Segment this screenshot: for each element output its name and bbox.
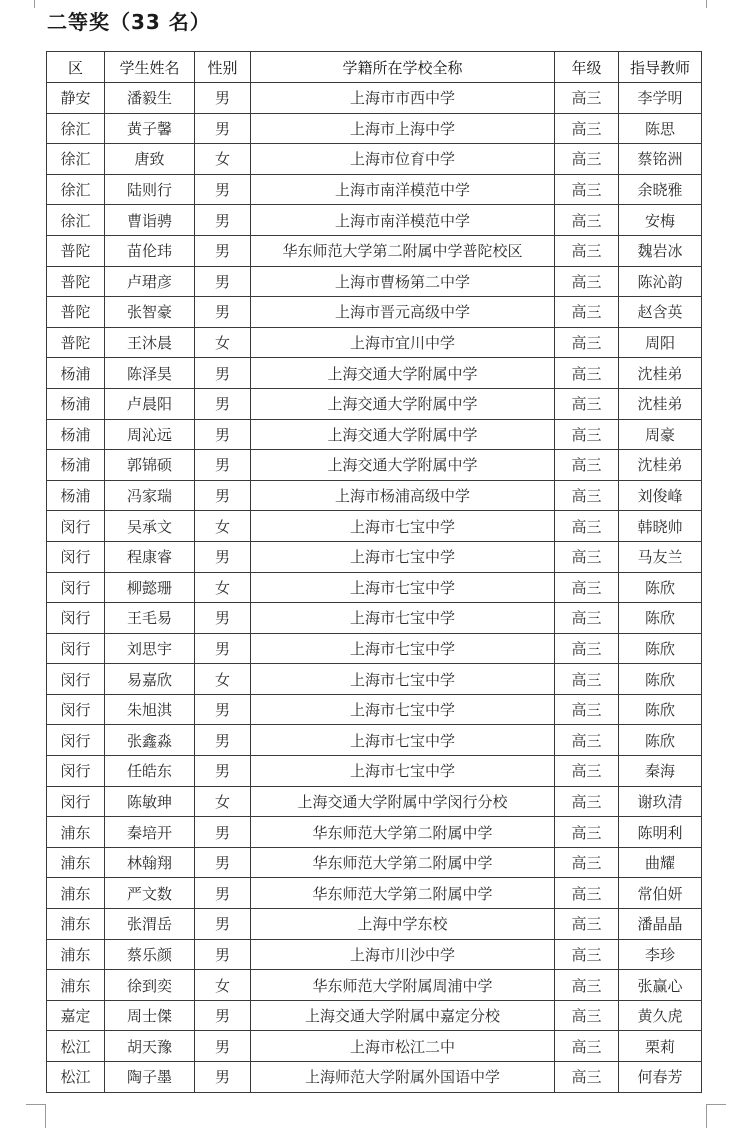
cell-grade: 高三 bbox=[555, 603, 619, 634]
cell-district: 普陀 bbox=[47, 297, 105, 328]
cell-teacher: 谢玖清 bbox=[619, 786, 702, 817]
cell-gender: 男 bbox=[195, 939, 251, 970]
cell-grade: 高三 bbox=[555, 358, 619, 389]
cell-district: 杨浦 bbox=[47, 480, 105, 511]
cell-name: 郭锦硕 bbox=[105, 450, 195, 481]
cell-school: 上海市七宝中学 bbox=[251, 725, 555, 756]
header-gender: 性别 bbox=[195, 52, 251, 83]
cell-name: 程康睿 bbox=[105, 541, 195, 572]
table-row bbox=[47, 756, 702, 787]
cell-school: 上海市杨浦高级中学 bbox=[251, 480, 555, 511]
cell-school: 上海市七宝中学 bbox=[251, 664, 555, 695]
cell-name: 陈泽昊 bbox=[105, 358, 195, 389]
cell-teacher: 李学明 bbox=[619, 83, 702, 114]
table-row bbox=[47, 694, 702, 725]
header-name: 学生姓名 bbox=[105, 52, 195, 83]
cell-teacher: 张赢心 bbox=[619, 970, 702, 1001]
cell-school: 上海市曹杨第二中学 bbox=[251, 266, 555, 297]
cell-school: 上海市南洋模范中学 bbox=[251, 174, 555, 205]
cell-school: 上海市七宝中学 bbox=[251, 694, 555, 725]
cell-grade: 高三 bbox=[555, 266, 619, 297]
cell-district: 杨浦 bbox=[47, 388, 105, 419]
cell-name: 陆则行 bbox=[105, 174, 195, 205]
cell-name: 张智豪 bbox=[105, 297, 195, 328]
cell-school: 上海交通大学附属中学 bbox=[251, 450, 555, 481]
table-row bbox=[47, 266, 702, 297]
cell-name: 刘思宇 bbox=[105, 633, 195, 664]
cell-gender: 男 bbox=[195, 480, 251, 511]
cell-grade: 高三 bbox=[555, 541, 619, 572]
cell-school: 上海师范大学附属外国语中学 bbox=[251, 1062, 555, 1093]
cell-district: 徐汇 bbox=[47, 205, 105, 236]
cell-teacher: 陈欣 bbox=[619, 633, 702, 664]
cell-name: 陶子墨 bbox=[105, 1062, 195, 1093]
cell-district: 杨浦 bbox=[47, 358, 105, 389]
cell-district: 闵行 bbox=[47, 664, 105, 695]
cell-grade: 高三 bbox=[555, 480, 619, 511]
cell-grade: 高三 bbox=[555, 450, 619, 481]
cell-name: 胡天豫 bbox=[105, 1031, 195, 1062]
cell-district: 闵行 bbox=[47, 725, 105, 756]
cell-grade: 高三 bbox=[555, 939, 619, 970]
cell-teacher: 陈思 bbox=[619, 113, 702, 144]
cell-grade: 高三 bbox=[555, 786, 619, 817]
cell-teacher: 陈沁韵 bbox=[619, 266, 702, 297]
table-row bbox=[47, 450, 702, 481]
table-row bbox=[47, 358, 702, 389]
cell-grade: 高三 bbox=[555, 970, 619, 1001]
table-row bbox=[47, 878, 702, 909]
table-row bbox=[47, 633, 702, 664]
cell-gender: 男 bbox=[195, 909, 251, 940]
page-corner-mark bbox=[706, 1104, 707, 1128]
cell-name: 蔡乐颜 bbox=[105, 939, 195, 970]
cell-gender: 男 bbox=[195, 817, 251, 848]
cell-gender: 男 bbox=[195, 1000, 251, 1031]
cell-teacher: 何春芳 bbox=[619, 1062, 702, 1093]
cell-district: 闵行 bbox=[47, 603, 105, 634]
table-row bbox=[47, 113, 702, 144]
cell-gender: 男 bbox=[195, 1062, 251, 1093]
table-row bbox=[47, 909, 702, 940]
award-table bbox=[46, 51, 702, 1093]
cell-school: 上海交通大学附属中学 bbox=[251, 358, 555, 389]
cell-grade: 高三 bbox=[555, 235, 619, 266]
cell-district: 静安 bbox=[47, 83, 105, 114]
table-row bbox=[47, 725, 702, 756]
cell-school: 华东师范大学第二附属中学 bbox=[251, 817, 555, 848]
table-row bbox=[47, 1031, 702, 1062]
cell-name: 苗伦玮 bbox=[105, 235, 195, 266]
cell-teacher: 沈桂弟 bbox=[619, 388, 702, 419]
cell-name: 卢珺彦 bbox=[105, 266, 195, 297]
cell-grade: 高三 bbox=[555, 572, 619, 603]
cell-school: 上海市七宝中学 bbox=[251, 633, 555, 664]
cell-name: 秦培开 bbox=[105, 817, 195, 848]
cell-teacher: 沈桂弟 bbox=[619, 358, 702, 389]
cell-teacher: 沈桂弟 bbox=[619, 450, 702, 481]
cell-gender: 男 bbox=[195, 266, 251, 297]
table-row bbox=[47, 572, 702, 603]
cell-district: 普陀 bbox=[47, 266, 105, 297]
cell-teacher: 黄久虎 bbox=[619, 1000, 702, 1031]
cell-gender: 女 bbox=[195, 786, 251, 817]
cell-district: 浦东 bbox=[47, 817, 105, 848]
cell-grade: 高三 bbox=[555, 878, 619, 909]
cell-name: 潘毅生 bbox=[105, 83, 195, 114]
cell-grade: 高三 bbox=[555, 847, 619, 878]
cell-teacher: 马友兰 bbox=[619, 541, 702, 572]
cell-district: 松江 bbox=[47, 1031, 105, 1062]
cell-gender: 男 bbox=[195, 725, 251, 756]
cell-teacher: 栗莉 bbox=[619, 1031, 702, 1062]
cell-name: 冯家瑞 bbox=[105, 480, 195, 511]
cell-gender: 男 bbox=[195, 633, 251, 664]
cell-gender: 男 bbox=[195, 1031, 251, 1062]
header-grade: 年级 bbox=[555, 52, 619, 83]
cell-teacher: 陈明利 bbox=[619, 817, 702, 848]
cell-school: 上海交通大学附属中学 bbox=[251, 388, 555, 419]
page-corner-mark bbox=[706, 0, 721, 8]
cell-name: 周沁远 bbox=[105, 419, 195, 450]
cell-grade: 高三 bbox=[555, 694, 619, 725]
page-corner-mark bbox=[26, 1104, 46, 1105]
cell-name: 黄子馨 bbox=[105, 113, 195, 144]
cell-teacher: 潘晶晶 bbox=[619, 909, 702, 940]
page-title: 二等奖（33 名） bbox=[47, 10, 211, 34]
cell-name: 易嘉欣 bbox=[105, 664, 195, 695]
cell-district: 闵行 bbox=[47, 694, 105, 725]
cell-name: 张渭岳 bbox=[105, 909, 195, 940]
cell-district: 松江 bbox=[47, 1062, 105, 1093]
table-row bbox=[47, 939, 702, 970]
cell-school: 上海中学东校 bbox=[251, 909, 555, 940]
cell-gender: 男 bbox=[195, 847, 251, 878]
page-corner-mark bbox=[45, 1104, 46, 1128]
table-row bbox=[47, 970, 702, 1001]
cell-district: 闵行 bbox=[47, 541, 105, 572]
cell-district: 普陀 bbox=[47, 235, 105, 266]
cell-teacher: 秦海 bbox=[619, 756, 702, 787]
cell-school: 华东师范大学第二附属中学普陀校区 bbox=[251, 235, 555, 266]
header-school: 学籍所在学校全称 bbox=[251, 52, 555, 83]
cell-grade: 高三 bbox=[555, 633, 619, 664]
table-row bbox=[47, 603, 702, 634]
cell-teacher: 刘俊峰 bbox=[619, 480, 702, 511]
cell-gender: 男 bbox=[195, 297, 251, 328]
cell-grade: 高三 bbox=[555, 725, 619, 756]
cell-district: 徐汇 bbox=[47, 144, 105, 175]
cell-grade: 高三 bbox=[555, 909, 619, 940]
table-row bbox=[47, 235, 702, 266]
cell-district: 闵行 bbox=[47, 756, 105, 787]
cell-district: 普陀 bbox=[47, 327, 105, 358]
cell-school: 华东师范大学第二附属中学 bbox=[251, 878, 555, 909]
cell-gender: 女 bbox=[195, 664, 251, 695]
cell-school: 上海市七宝中学 bbox=[251, 603, 555, 634]
cell-school: 上海市晋元高级中学 bbox=[251, 297, 555, 328]
cell-school: 上海市川沙中学 bbox=[251, 939, 555, 970]
table-header-row bbox=[47, 52, 702, 83]
table-row bbox=[47, 297, 702, 328]
cell-name: 朱旭淇 bbox=[105, 694, 195, 725]
cell-gender: 男 bbox=[195, 388, 251, 419]
cell-teacher: 安梅 bbox=[619, 205, 702, 236]
cell-name: 严文数 bbox=[105, 878, 195, 909]
cell-grade: 高三 bbox=[555, 1000, 619, 1031]
cell-gender: 男 bbox=[195, 694, 251, 725]
cell-teacher: 赵含英 bbox=[619, 297, 702, 328]
table-row bbox=[47, 1062, 702, 1093]
cell-district: 闵行 bbox=[47, 786, 105, 817]
cell-name: 王毛易 bbox=[105, 603, 195, 634]
cell-grade: 高三 bbox=[555, 1031, 619, 1062]
cell-grade: 高三 bbox=[555, 327, 619, 358]
cell-district: 徐汇 bbox=[47, 113, 105, 144]
cell-district: 闵行 bbox=[47, 572, 105, 603]
cell-gender: 男 bbox=[195, 358, 251, 389]
cell-district: 杨浦 bbox=[47, 450, 105, 481]
cell-teacher: 周豪 bbox=[619, 419, 702, 450]
cell-school: 上海市南洋模范中学 bbox=[251, 205, 555, 236]
cell-gender: 女 bbox=[195, 572, 251, 603]
table-row bbox=[47, 664, 702, 695]
table-row bbox=[47, 847, 702, 878]
cell-name: 柳懿珊 bbox=[105, 572, 195, 603]
cell-teacher: 余晓雅 bbox=[619, 174, 702, 205]
cell-grade: 高三 bbox=[555, 756, 619, 787]
cell-school: 华东师范大学第二附属中学 bbox=[251, 847, 555, 878]
cell-gender: 男 bbox=[195, 235, 251, 266]
table-row bbox=[47, 419, 702, 450]
cell-gender: 男 bbox=[195, 113, 251, 144]
cell-school: 上海市七宝中学 bbox=[251, 756, 555, 787]
cell-teacher: 陈欣 bbox=[619, 664, 702, 695]
cell-gender: 女 bbox=[195, 970, 251, 1001]
cell-gender: 男 bbox=[195, 450, 251, 481]
cell-district: 浦东 bbox=[47, 847, 105, 878]
cell-gender: 男 bbox=[195, 603, 251, 634]
header-district: 区 bbox=[47, 52, 105, 83]
cell-teacher: 常伯妍 bbox=[619, 878, 702, 909]
cell-name: 吴承文 bbox=[105, 511, 195, 542]
cell-gender: 女 bbox=[195, 144, 251, 175]
cell-district: 徐汇 bbox=[47, 174, 105, 205]
cell-name: 林翰翔 bbox=[105, 847, 195, 878]
cell-gender: 男 bbox=[195, 419, 251, 450]
cell-name: 张鑫淼 bbox=[105, 725, 195, 756]
cell-teacher: 蔡铭洲 bbox=[619, 144, 702, 175]
cell-name: 徐到奕 bbox=[105, 970, 195, 1001]
table-row bbox=[47, 541, 702, 572]
cell-grade: 高三 bbox=[555, 388, 619, 419]
cell-district: 浦东 bbox=[47, 939, 105, 970]
cell-grade: 高三 bbox=[555, 419, 619, 450]
cell-school: 上海市松江二中 bbox=[251, 1031, 555, 1062]
cell-teacher: 陈欣 bbox=[619, 694, 702, 725]
cell-grade: 高三 bbox=[555, 511, 619, 542]
cell-name: 唐致 bbox=[105, 144, 195, 175]
cell-district: 浦东 bbox=[47, 878, 105, 909]
cell-grade: 高三 bbox=[555, 205, 619, 236]
cell-grade: 高三 bbox=[555, 113, 619, 144]
table-row bbox=[47, 480, 702, 511]
table-body bbox=[47, 83, 702, 1093]
table-row bbox=[47, 388, 702, 419]
cell-grade: 高三 bbox=[555, 174, 619, 205]
cell-gender: 男 bbox=[195, 756, 251, 787]
cell-school: 上海市位育中学 bbox=[251, 144, 555, 175]
table-row bbox=[47, 511, 702, 542]
table-row bbox=[47, 327, 702, 358]
header-teacher: 指导教师 bbox=[619, 52, 702, 83]
cell-name: 卢晨阳 bbox=[105, 388, 195, 419]
page-corner-mark bbox=[706, 1104, 726, 1105]
cell-district: 闵行 bbox=[47, 633, 105, 664]
cell-grade: 高三 bbox=[555, 664, 619, 695]
cell-school: 上海交通大学附属中学 bbox=[251, 419, 555, 450]
table-row bbox=[47, 817, 702, 848]
table-row bbox=[47, 174, 702, 205]
cell-teacher: 陈欣 bbox=[619, 572, 702, 603]
cell-school: 上海市宜川中学 bbox=[251, 327, 555, 358]
table-row bbox=[47, 83, 702, 114]
table-row bbox=[47, 144, 702, 175]
cell-teacher: 曲耀 bbox=[619, 847, 702, 878]
cell-district: 杨浦 bbox=[47, 419, 105, 450]
cell-gender: 男 bbox=[195, 83, 251, 114]
cell-school: 上海市七宝中学 bbox=[251, 511, 555, 542]
cell-school: 上海交通大学附属中学闵行分校 bbox=[251, 786, 555, 817]
cell-school: 上海市市西中学 bbox=[251, 83, 555, 114]
cell-school: 上海市七宝中学 bbox=[251, 541, 555, 572]
cell-gender: 女 bbox=[195, 327, 251, 358]
cell-gender: 男 bbox=[195, 541, 251, 572]
cell-teacher: 李珍 bbox=[619, 939, 702, 970]
cell-name: 陈敏珅 bbox=[105, 786, 195, 817]
cell-grade: 高三 bbox=[555, 83, 619, 114]
cell-school: 上海市上海中学 bbox=[251, 113, 555, 144]
cell-teacher: 韩晓帅 bbox=[619, 511, 702, 542]
cell-gender: 男 bbox=[195, 174, 251, 205]
cell-name: 任皓东 bbox=[105, 756, 195, 787]
cell-teacher: 魏岩冰 bbox=[619, 235, 702, 266]
table-row bbox=[47, 786, 702, 817]
table-row bbox=[47, 205, 702, 236]
cell-district: 闵行 bbox=[47, 511, 105, 542]
cell-gender: 男 bbox=[195, 878, 251, 909]
cell-grade: 高三 bbox=[555, 817, 619, 848]
cell-teacher: 陈欣 bbox=[619, 603, 702, 634]
table-row bbox=[47, 1000, 702, 1031]
cell-school: 华东师范大学附属周浦中学 bbox=[251, 970, 555, 1001]
cell-name: 曹诣骋 bbox=[105, 205, 195, 236]
cell-grade: 高三 bbox=[555, 144, 619, 175]
cell-name: 王沐晨 bbox=[105, 327, 195, 358]
cell-school: 上海市七宝中学 bbox=[251, 572, 555, 603]
cell-teacher: 陈欣 bbox=[619, 725, 702, 756]
cell-name: 周士傑 bbox=[105, 1000, 195, 1031]
cell-district: 浦东 bbox=[47, 909, 105, 940]
cell-school: 上海交通大学附属中嘉定分校 bbox=[251, 1000, 555, 1031]
cell-gender: 男 bbox=[195, 205, 251, 236]
cell-district: 浦东 bbox=[47, 970, 105, 1001]
cell-grade: 高三 bbox=[555, 1062, 619, 1093]
cell-gender: 女 bbox=[195, 511, 251, 542]
cell-grade: 高三 bbox=[555, 297, 619, 328]
cell-district: 嘉定 bbox=[47, 1000, 105, 1031]
cell-teacher: 周阳 bbox=[619, 327, 702, 358]
